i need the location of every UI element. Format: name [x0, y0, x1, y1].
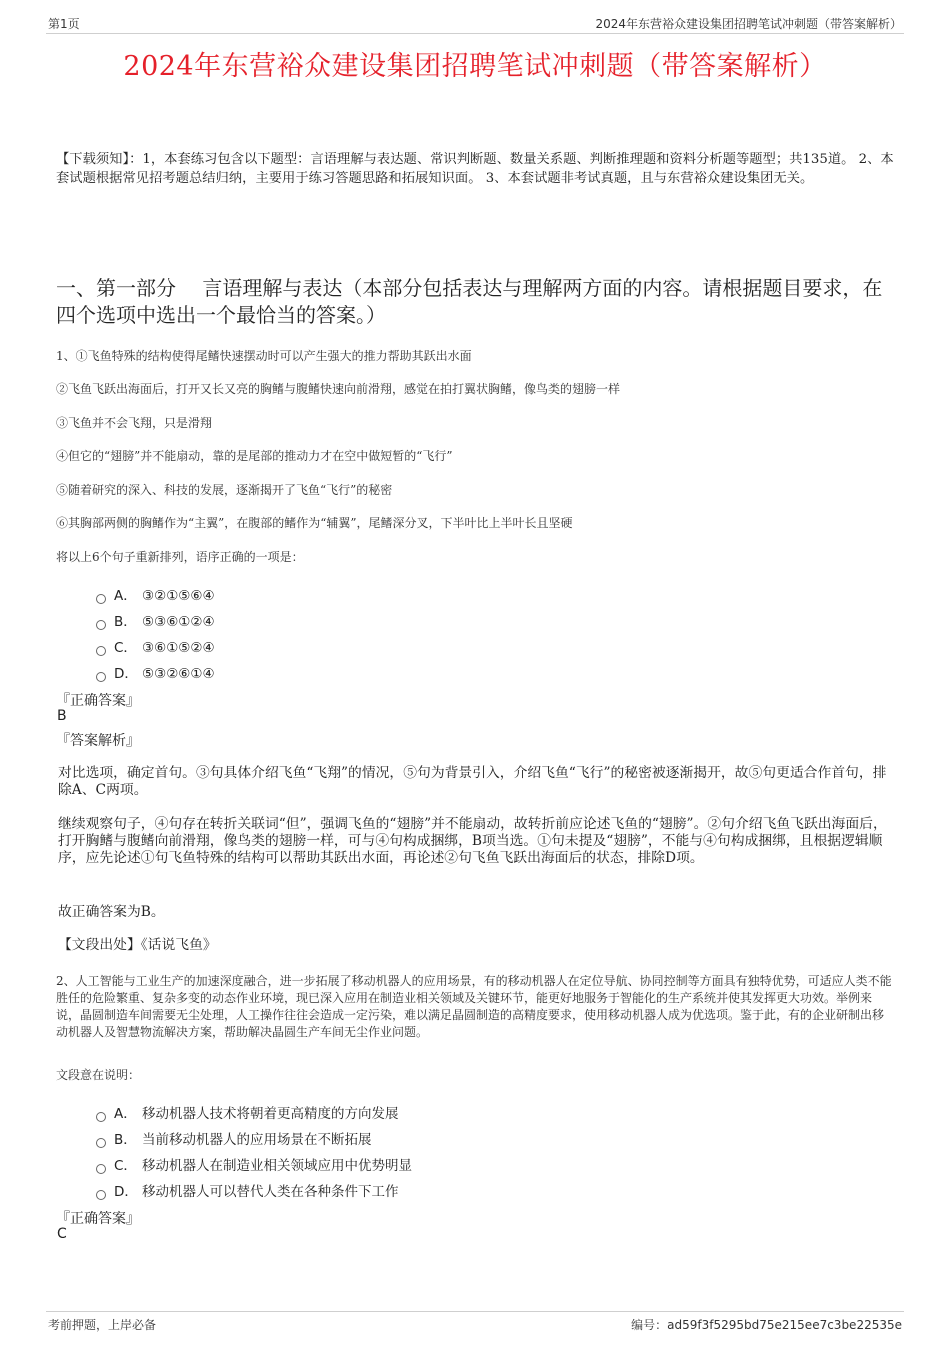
q1-source: 【文段出处】《话说飞鱼》: [58, 937, 217, 953]
footer-code-label: 编号：: [631, 1318, 668, 1332]
q1-sentence: ②飞鱼飞跃出海面后，打开又长又亮的胸鳍与腹鳍快速向前滑翔，感觉在拍打翼状胸鳍，像鸟类的翅膀一样: [56, 382, 621, 396]
document-title: 2024年东营裕众建设集团招聘笔试冲刺题（带答案解析）: [123, 51, 827, 82]
q2-option-a[interactable]: A． 移动机器人技术将朝着更高精度的方向发展: [96, 1102, 399, 1122]
radio-icon[interactable]: [96, 594, 106, 604]
header-doc-title: 2024年东营裕众建设集团招聘笔试冲刺题（带答案解析）: [595, 17, 902, 31]
q1-analysis-label: 『答案解析』: [56, 733, 140, 749]
radio-icon[interactable]: [96, 1164, 106, 1174]
page-header: [46, 13, 904, 34]
q1-option-a[interactable]: A． ③②①⑤⑥④: [96, 584, 215, 604]
q1-analysis-paragraph: 继续观察句子，④句存在转折关联词“但”，强调飞鱼的“翅膀”并不能扇动，故转折前应论述飞鱼的“翅膀”。②句介绍飞鱼飞跃出海面后，打开胸鳍与腹鳍向前滑翔，像鸟类的翅膀一样，可与④句构成捆绑，B项当选。①句未提及“翅膀”，不能与④句构成捆绑，且根据逻辑顺序，应先论述①句飞鱼特殊的结构可以帮助其跃出水面，再论述②句飞鱼飞跃出海面后的状态，排除D项。: [58, 816, 887, 866]
q2-option-c[interactable]: C． 移动机器人在制造业相关领域应用中优势明显: [96, 1154, 412, 1174]
q2-answer-label: 『正确答案』: [56, 1211, 140, 1227]
q1-sentence: ③飞鱼并不会飞翔，只是滑翔: [56, 416, 213, 430]
footer-code-value: ad59f3f5295bd75e215ee7c3be22535e: [667, 1318, 902, 1332]
q1-sentence: ⑥其胸部两侧的胸鳍作为“主翼”，在腹部的鳍作为“辅翼”，尾鳍深分叉，下半叶比上半叶长且坚硬: [56, 516, 573, 530]
download-notice: 【下载须知】：1，本套练习包含以下题型：言语理解与表达题、常识判断题、数量关系题、判断推理题和资料分析题等题型；共135道。 2、本套试题根据常见招考题总结归纳，主要用于练习答题思路和拓展知识面。 3、本套试题非考试真题，且与东营裕众建设集团无关。: [56, 152, 894, 186]
q2-text: 2、人工智能与工业生产的加速深度融合，进一步拓展了移动机器人的应用场景，有的移动机器人在定位导航、协同控制等方面具有独特优势，可适应人类不能胜任的危险繁重、复杂多变的动态作业环境，现已深入应用在制造业相关领域及关键环节，能更好地服务于智能化的生产系统并使其发挥更大功效。举例来说，晶圆制造车间需要无尘处理，人工操作往往会造成一定污染，难以满足晶圆制造的高精度要求，使用移动机器人成为优选项。鉴于此，有的企业研制出移动机器人及智慧物流解决方案，帮助解决晶圆生产车间无尘作业问题。: [56, 974, 892, 1039]
q1-analysis-conclusion: 故正确答案为B。: [58, 904, 165, 920]
footer-code: [631, 1316, 902, 1333]
radio-icon[interactable]: [96, 1112, 106, 1122]
radio-icon[interactable]: [96, 620, 106, 630]
q1-sentence: ④但它的“翅膀”并不能扇动，靠的是尾部的推动力才在空中做短暂的“飞行”: [56, 449, 453, 463]
footer-slogan: 考前押题，上岸必备: [48, 1318, 157, 1332]
q2-option-d[interactable]: D． 移动机器人可以替代人类在各种条件下工作: [96, 1180, 399, 1200]
page-footer: [46, 1311, 904, 1334]
radio-icon[interactable]: [96, 672, 106, 682]
q2-option-b[interactable]: B． 当前移动机器人的应用场景在不断拓展: [96, 1128, 372, 1148]
q1-analysis-paragraph: 对比选项，确定首句。③句具体介绍飞鱼“飞翔”的情况，⑤句为背景引入，介绍飞鱼“飞行”的秘密被逐渐揭开，故⑤句更适合作首句，排除A、C两项。: [58, 765, 887, 798]
q2-prompt: 文段意在说明：: [56, 1068, 141, 1082]
q1-option-b[interactable]: B． ⑤③⑥①②④: [96, 610, 215, 630]
q1-answer: B: [57, 708, 67, 724]
q1-sentence: ⑤随着研究的深入、科技的发展，逐渐揭开了飞鱼“飞行”的秘密: [56, 483, 393, 497]
radio-icon[interactable]: [96, 1190, 106, 1200]
radio-icon[interactable]: [96, 1138, 106, 1148]
q1-prompt: 将以上6个句子重新排列，语序正确的一项是：: [56, 550, 304, 564]
q1-option-c[interactable]: C． ③⑥①⑤②④: [96, 636, 215, 656]
q1-answer-label: 『正确答案』: [56, 693, 140, 709]
section-heading: 一、第一部分 言语理解与表达（本部分包括表达与理解两方面的内容。请根据题目要求，在四个选项中选出一个最恰当的答案。）: [56, 276, 883, 327]
q2-answer: C: [57, 1226, 67, 1242]
radio-icon[interactable]: [96, 646, 106, 656]
page-number: 第1页: [48, 17, 80, 31]
q1-option-d[interactable]: D． ⑤③②⑥①④: [96, 662, 215, 682]
q1-sentence: 1、①飞鱼特殊的结构使得尾鳍快速摆动时可以产生强大的推力帮助其跃出水面: [56, 349, 472, 363]
